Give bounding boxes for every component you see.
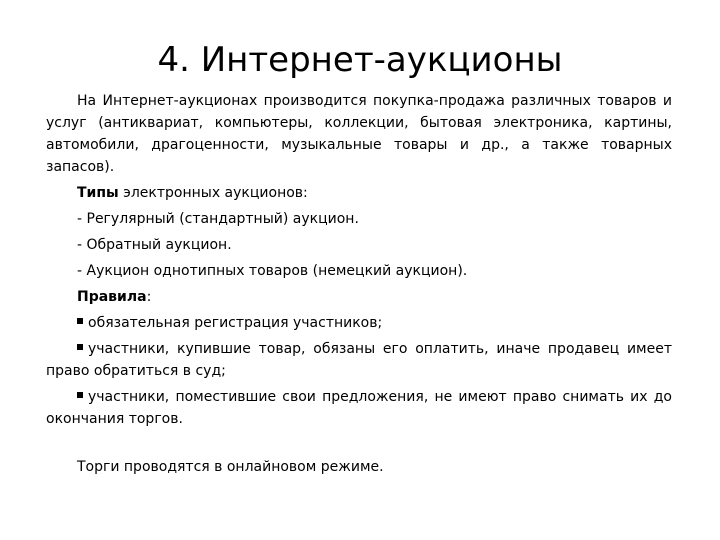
types-label: Типы [77,185,119,201]
rule-text: участники, поместившие свои предложения, не имеют право снимать их до окончания торгов. [46,389,672,427]
rule-item-payment [46,338,672,382]
type-item-regular: - Регулярный (стандартный) аукцион. [77,211,359,227]
spacer [46,434,672,456]
rules-colon: : [146,289,152,305]
square-bullet-icon [77,344,83,350]
rule-item-bids [46,386,672,430]
slide-title: 4. Интернет-аукционы [157,40,563,80]
rule-text: обязательная регистрация участников; [88,315,383,331]
slide-body [46,90,672,482]
rule-text: участники, купившие товар, обязаны его оплатить, иначе продавец имеет право обратиться в суд; [46,341,672,379]
rule-item-registration [46,312,672,334]
intro-paragraph: На Интернет-аукционах производится покупка-продажа различных товаров и услуг (антиквариат, компьютеры, коллекции, бытовая электроника, картины, автомобили, драгоценности, музыкальные товары и др., а также товарных запасов). [46,93,672,175]
rules-label: Правила [77,289,147,305]
type-item-german: - Аукцион однотипных товаров (немецкий аукцион). [77,263,468,279]
type-item-reverse: - Обратный аукцион. [77,237,232,253]
rules-heading [46,286,672,308]
types-heading-text: электронных аукционов: [118,185,308,201]
square-bullet-icon [77,392,83,398]
closing-paragraph: Торги проводятся в онлайновом режиме. [77,459,384,475]
types-heading [46,182,672,204]
square-bullet-icon [77,318,83,324]
